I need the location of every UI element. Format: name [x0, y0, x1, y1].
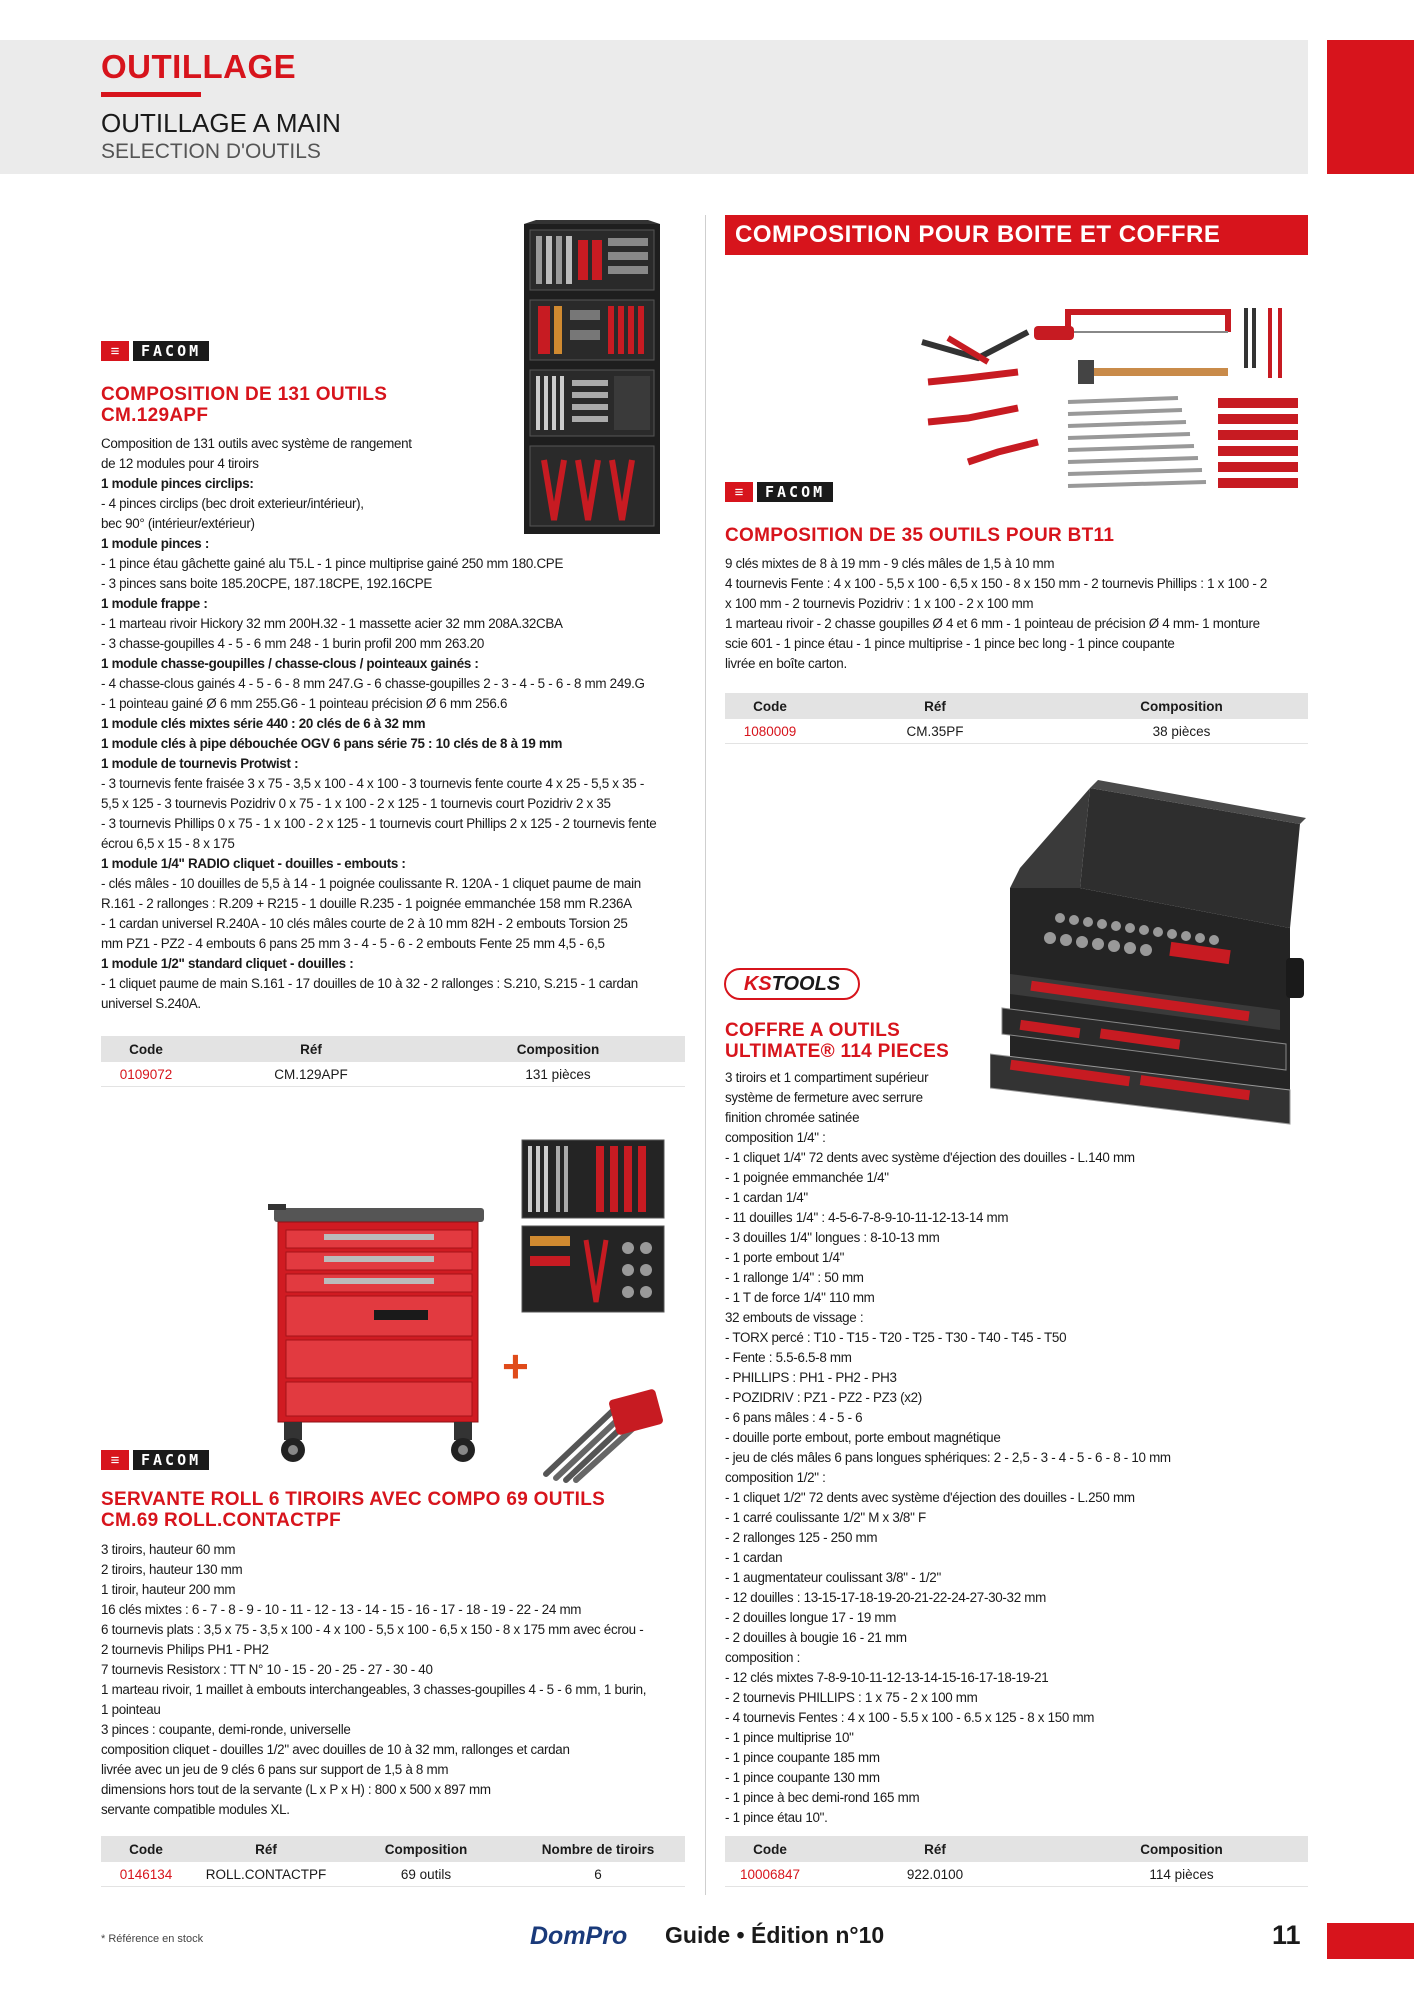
product1-title-line2: CM.129APF	[101, 405, 209, 426]
desc-line: 1 tiroir, hauteur 200 mm	[101, 1582, 236, 1597]
page-subtitle: OUTILLAGE A MAIN	[101, 108, 341, 138]
desc-line: 1 module chasse-goupilles / chasse-clous / pointeaux gainés :	[101, 656, 479, 671]
table-row	[101, 1862, 685, 1887]
facom-logo-mark: ≡	[725, 482, 753, 502]
desc-line: R.161 - 2 rallonges : R.209 + R215 - 1 douille R.235 - 1 poignée emmanchée 158 mm R.236A	[101, 896, 632, 911]
desc-line: - 1 cardan universel R.240A - 10 clés mâles courte de 2 à 10 mm 82H - 2 embouts Torsion 25	[101, 916, 628, 931]
section-band: COMPOSITION POUR BOITE ET COFFRE	[725, 215, 1308, 255]
product2-title	[101, 1489, 605, 1531]
desc-line: - 4 chasse-clous gainés 4 - 5 - 6 - 8 mm 247.G - 6 chasse-goupilles 2 - 3 - 4 - 5 - 6 - 8 mm 249.G	[101, 676, 645, 691]
product3-spec-table	[725, 693, 1308, 744]
desc-line: 1 module pinces circlips:	[101, 476, 254, 491]
desc-line: universel S.240A.	[101, 996, 201, 1011]
desc-line: dimensions hors tout de la servante (L x P x H) : 800 x 500 x 897 mm	[101, 1782, 491, 1797]
red-tool-cart-image	[264, 1194, 494, 1474]
desc-line: - 11 douilles 1/4" : 4-5-6-7-8-9-10-11-12-13-14 mm	[725, 1210, 1009, 1225]
plus-icon: +	[502, 1340, 529, 1392]
desc-line: - 1 cardan	[725, 1550, 783, 1565]
product2-tiroirs: 6	[511, 1862, 685, 1887]
desc-line: - 4 tournevis Fentes : 4 x 100 - 5.5 x 100 - 6.5 x 125 - 8 x 150 mm	[725, 1710, 1095, 1725]
desc-line: - 1 pince coupante 130 mm	[725, 1770, 880, 1785]
product4-title	[725, 1020, 949, 1062]
desc-line: 1 module 1/2" standard cliquet - douilles :	[101, 956, 354, 971]
desc-line: - 1 poignée emmanchée 1/4"	[725, 1170, 889, 1185]
desc-line: - jeu de clés mâles 6 pans longues sphériques: 2 - 2,5 - 3 - 4 - 5 - 6 - 8 - 10 mm	[725, 1450, 1171, 1465]
facom-logo-text: FACOM	[133, 1450, 209, 1470]
table-row	[725, 1862, 1308, 1887]
product1-composition: 131 pièces	[431, 1062, 685, 1087]
product1-code[interactable]: 0109072	[101, 1062, 191, 1087]
desc-line: - 3 tournevis Phillips 0 x 75 - 1 x 100 - 2 x 125 - 1 tournevis court Phillips 2 x 125 - 2 tournevis fente	[101, 816, 657, 831]
col-ref: Réf	[815, 1836, 1055, 1862]
desc-line: 1 marteau rivoir - 2 chasse goupilles Ø 4 et 6 mm - 1 pointeau de précision Ø 4 mm- 1 monture	[725, 616, 1260, 631]
desc-line: 1 module clés à pipe débouchée OGV 6 pans série 75 : 10 clés de 8 à 19 mm	[101, 736, 563, 751]
desc-line: 32 embouts de vissage :	[725, 1310, 864, 1325]
facom-logo-text: FACOM	[133, 341, 209, 361]
desc-line: composition cliquet - douilles 1/2" avec douilles de 10 à 32 mm, rallonges et cardan	[101, 1742, 570, 1757]
desc-line: 1 module 1/4" RADIO cliquet - douilles - embouts :	[101, 856, 406, 871]
desc-line: de 12 modules pour 4 tiroirs	[101, 456, 259, 471]
product2-spec-table	[101, 1836, 685, 1887]
desc-line: - 2 douilles à bougie 16 - 21 mm	[725, 1630, 907, 1645]
desc-line: - 2 rallonges 125 - 250 mm	[725, 1530, 878, 1545]
desc-line: Composition de 131 outils avec système de rangement	[101, 436, 412, 451]
product2-code[interactable]: 0146134	[101, 1862, 191, 1887]
tool-set-35-image	[918, 302, 1308, 510]
desc-line: - 3 douilles 1/4" longues : 8-10-13 mm	[725, 1230, 940, 1245]
desc-line: - 1 carré coulissante 1/2" M x 3/8" F	[725, 1510, 926, 1525]
col-code: Code	[725, 693, 815, 719]
col-composition: Composition	[341, 1836, 511, 1862]
product1-title-line1: COMPOSITION DE 131 OUTILS	[101, 384, 388, 405]
product3-title: COMPOSITION DE 35 OUTILS POUR BT11	[725, 525, 1115, 546]
page-tab-marker	[1327, 40, 1414, 174]
table-header-row	[101, 1036, 685, 1062]
product2-composition: 69 outils	[341, 1862, 511, 1887]
facom-logo-text: FACOM	[757, 482, 833, 502]
product1-ref: CM.129APF	[191, 1062, 431, 1087]
ks-tools-logo	[724, 968, 860, 1000]
desc-line: 2 tiroirs, hauteur 130 mm	[101, 1562, 243, 1577]
product3-code[interactable]: 1080009	[725, 719, 815, 744]
desc-line: - 1 pince coupante 185 mm	[725, 1750, 880, 1765]
page-subsubtitle: SELECTION D'OUTILS	[101, 140, 321, 163]
desc-line: 1 marteau rivoir, 1 maillet à embouts interchangeables, 3 chasses-goupilles 4 - 5 - 6 mm, 1 burin,	[101, 1682, 647, 1697]
desc-line: - 6 pans mâles : 4 - 5 - 6	[725, 1410, 863, 1425]
desc-line: - 1 cliquet 1/2" 72 dents avec système d'éjection des douilles - L.250 mm	[725, 1490, 1135, 1505]
desc-line: - douille porte embout, porte embout magnétique	[725, 1430, 1001, 1445]
col-ref: Réf	[191, 1836, 341, 1862]
desc-line: - PHILLIPS : PH1 - PH2 - PH3	[725, 1370, 897, 1385]
product4-title-line1: COFFRE A OUTILS	[725, 1020, 901, 1041]
col-ref: Réf	[815, 693, 1055, 719]
desc-line: - 1 T de force 1/4" 110 mm	[725, 1290, 875, 1305]
desc-line: système de fermeture avec serrure	[725, 1090, 923, 1105]
desc-line: 3 tiroirs, hauteur 60 mm	[101, 1542, 236, 1557]
desc-line: - POZIDRIV : PZ1 - PZ2 - PZ3 (x2)	[725, 1390, 922, 1405]
table-row	[101, 1062, 685, 1087]
product3-ref: CM.35PF	[815, 719, 1055, 744]
desc-line: finition chromée satinée	[725, 1110, 860, 1125]
col-code: Code	[101, 1036, 191, 1062]
desc-line: 1 module clés mixtes série 440 : 20 clés de 6 à 32 mm	[101, 716, 426, 731]
product1-description	[101, 434, 691, 1014]
col-composition: Composition	[1055, 1836, 1308, 1862]
desc-line: 3 pinces : coupante, demi-ronde, universelle	[101, 1722, 351, 1737]
desc-line: servante compatible modules XL.	[101, 1802, 290, 1817]
product3-composition: 38 pièces	[1055, 719, 1308, 744]
desc-line: - 1 marteau rivoir Hickory 32 mm 200H.32 - 1 massette acier 32 mm 208A.32CBA	[101, 616, 563, 631]
product2-ref: ROLL.CONTACTPF	[191, 1862, 341, 1887]
desc-line: bec 90° (intérieur/extérieur)	[101, 516, 255, 531]
desc-line: - 3 chasse-goupilles 4 - 5 - 6 mm 248 - 1 burin profil 200 mm 263.20	[101, 636, 485, 651]
product2-title-line2: CM.69 ROLL.CONTACTPF	[101, 1510, 341, 1531]
footer-guide-edition: Guide • Édition n°10	[665, 1922, 885, 1948]
facom-logo	[101, 1450, 209, 1470]
table-row	[725, 719, 1308, 744]
desc-line: composition :	[725, 1650, 800, 1665]
title-underline	[101, 92, 201, 97]
desc-line: - clés mâles - 10 douilles de 5,5 à 14 - 1 poignée coulissante R. 120A - 1 cliquet paume de main	[101, 876, 641, 891]
facom-logo-mark: ≡	[101, 341, 129, 361]
desc-line: - 1 pince multiprise 10"	[725, 1730, 854, 1745]
desc-line: 2 tournevis Philips PH1 - PH2	[101, 1642, 269, 1657]
desc-line: 5,5 x 125 - 3 tournevis Pozidriv 0 x 75 - 1 x 100 - 2 x 125 - 1 tournevis court Pozidriv 2 x 35	[101, 796, 611, 811]
desc-line: 1 module de tournevis Protwist :	[101, 756, 299, 771]
product4-spec-table	[725, 1836, 1308, 1887]
ks-tools-logo-tools: TOOLS	[771, 972, 841, 995]
desc-line: 1 module pinces :	[101, 536, 210, 551]
desc-line: mm PZ1 - PZ2 - 4 embouts 6 pans 25 mm 3 - 4 - 5 - 6 - 2 embouts Fente 25 mm 4,5 - 6,5	[101, 936, 605, 951]
desc-line: - 1 cliquet 1/4" 72 dents avec système d'éjection des douilles - L.140 mm	[725, 1150, 1135, 1165]
desc-line: - 2 douilles longue 17 - 19 mm	[725, 1610, 897, 1625]
product4-ref: 922.0100	[815, 1862, 1055, 1887]
page-number: 11	[1272, 1920, 1301, 1950]
product3-description	[725, 554, 1315, 674]
product2-description	[101, 1540, 691, 1820]
desc-line: composition 1/2" :	[725, 1470, 826, 1485]
desc-line: - 4 pinces circlips (bec droit exterieur/intérieur),	[101, 496, 364, 511]
desc-line: 4 tournevis Fente : 4 x 100 - 5,5 x 100 - 6,5 x 150 - 8 x 150 mm - 2 tournevis Phillips : 1 x 100 - 2	[725, 576, 1268, 591]
table-header-row	[725, 1836, 1308, 1862]
desc-line: livrée en boîte carton.	[725, 656, 847, 671]
product4-composition: 114 pièces	[1055, 1862, 1308, 1887]
desc-line: - 2 tournevis PHILLIPS : 1 x 75 - 2 x 100 mm	[725, 1690, 978, 1705]
col-code: Code	[725, 1836, 815, 1862]
product1-title	[101, 384, 387, 426]
desc-line: - 1 rallonge 1/4" : 50 mm	[725, 1270, 864, 1285]
product2-title-line1: SERVANTE ROLL 6 TIROIRS AVEC COMPO 69 OUTILS	[101, 1489, 606, 1510]
ks-tools-logo-ks: KS	[743, 972, 772, 995]
desc-line: - 1 pointeau gainé Ø 6 mm 255.G6 - 1 pointeau précision Ø 6 mm 256.6	[101, 696, 508, 711]
product4-title-line2: ULTIMATE® 114 PIECES	[725, 1041, 950, 1062]
desc-line: - TORX percé : T10 - T15 - T20 - T25 - T30 - T40 - T45 - T50	[725, 1330, 1067, 1345]
desc-line: - 1 pince à bec demi-rond 165 mm	[725, 1790, 920, 1805]
page-tab-marker-bottom	[1327, 1923, 1414, 1959]
column-divider	[705, 215, 706, 1895]
product4-code[interactable]: 10006847	[725, 1862, 815, 1887]
desc-line: x 100 mm - 2 tournevis Pozidriv : 1 x 100 - 2 x 100 mm	[725, 596, 1034, 611]
col-code: Code	[101, 1836, 191, 1862]
desc-line: 7 tournevis Resistorx : TT N° 10 - 15 - 20 - 25 - 27 - 30 - 40	[101, 1662, 433, 1677]
desc-line: 16 clés mixtes : 6 - 7 - 8 - 9 - 10 - 11 - 12 - 13 - 14 - 15 - 16 - 17 - 18 - 19 - 22 - 24 mm	[101, 1602, 582, 1617]
desc-line: - 3 pinces sans boite 185.20CPE, 187.18CPE, 192.16CPE	[101, 576, 432, 591]
desc-line: écrou 6,5 x 15 - 8 x 175	[101, 836, 235, 851]
hex-key-set-image	[536, 1374, 670, 1484]
desc-line: - 3 tournevis fente fraisée 3 x 75 - 3,5 x 100 - 4 x 100 - 3 tournevis fente courte 4 x 25 - 5,5 x 35 -	[101, 776, 644, 791]
table-header-row	[725, 693, 1308, 719]
desc-line: - 1 pince étau gâchette gainé alu T5.L - 1 pince multiprise gainé 250 mm 180.CPE	[101, 556, 564, 571]
desc-line: 6 tournevis plats : 3,5 x 75 - 3,5 x 100 - 4 x 100 - 5,5 x 100 - 6,5 x 150 - 8 x 175 mm avec écrou -	[101, 1622, 644, 1637]
desc-line: 1 pointeau	[101, 1702, 161, 1717]
col-tiroirs: Nombre de tiroirs	[511, 1836, 685, 1862]
desc-line: 9 clés mixtes de 8 à 19 mm - 9 clés mâles de 1,5 à 10 mm	[725, 556, 1055, 571]
product1-spec-table	[101, 1036, 685, 1087]
desc-line: composition 1/4" :	[725, 1130, 826, 1145]
facom-logo-mark: ≡	[101, 1450, 129, 1470]
desc-line: - 1 porte embout 1/4"	[725, 1250, 845, 1265]
col-composition: Composition	[431, 1036, 685, 1062]
desc-line: - 1 cliquet paume de main S.161 - 17 douilles de 10 à 32 - 2 rallonges : S.210, S.215 - 1 cardan	[101, 976, 638, 991]
footer-note: * Référence en stock	[101, 1933, 204, 1945]
facom-logo	[101, 341, 209, 361]
desc-line: livrée avec un jeu de 9 clés 6 pans sur support de 1,5 à 8 mm	[101, 1762, 449, 1777]
desc-line: scie 601 - 1 pince étau - 1 pince multiprise - 1 pince bec long - 1 pince coupante	[725, 636, 1175, 651]
desc-line: - 1 pince étau 10".	[725, 1810, 828, 1825]
tool-modules-image	[516, 1136, 670, 1316]
desc-line: - Fente : 5.5-6.5-8 mm	[725, 1350, 852, 1365]
col-composition: Composition	[1055, 693, 1308, 719]
dompro-logo: DomPro	[530, 1922, 628, 1950]
col-ref: Réf	[191, 1036, 431, 1062]
desc-line: - 1 cardan 1/4"	[725, 1190, 808, 1205]
desc-line: - 12 clés mixtes 7-8-9-10-11-12-13-14-15-16-17-18-19-21	[725, 1670, 1049, 1685]
page-title: OUTILLAGE	[101, 48, 297, 85]
desc-line: 1 module frappe :	[101, 596, 208, 611]
facom-logo	[725, 482, 833, 502]
table-header-row	[101, 1836, 685, 1862]
desc-line: - 1 augmentateur coulissant 3/8" - 1/2"	[725, 1570, 941, 1585]
desc-line: - 12 douilles : 13-15-17-18-19-20-21-22-24-27-30-32 mm	[725, 1590, 1046, 1605]
product4-description	[725, 1068, 1305, 1828]
desc-line: 3 tiroirs et 1 compartiment supérieur	[725, 1070, 929, 1085]
